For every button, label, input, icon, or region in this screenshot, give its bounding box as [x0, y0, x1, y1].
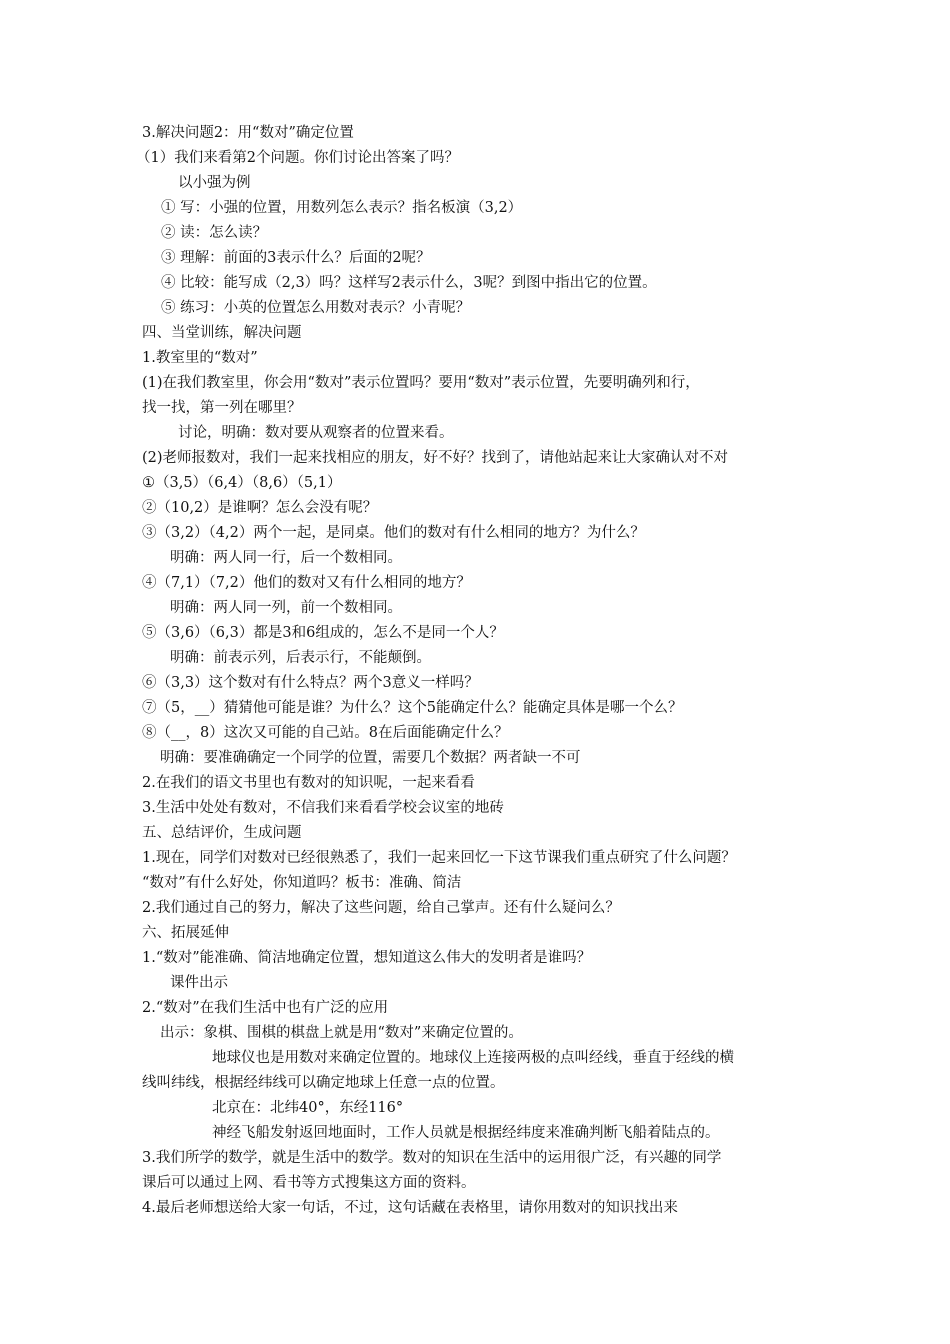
paragraph-line: 1.现在，同学们对数对已经很熟悉了，我们一起来回忆一下这节课我们重点研究了什么问题？ [142, 850, 736, 866]
paragraph-line: “数对”有什么好处，你知道吗？板书：准确、简洁 [142, 875, 462, 891]
paragraph-line: 线叫纬线，根据经纬线可以确定地球上任意一点的位置。 [142, 1075, 505, 1091]
paragraph-line: (2)老师报数对，我们一起来找相应的朋友，好不好？找到了，请他站起来让大家确认对不对 [142, 450, 729, 466]
paragraph-line: 神经飞船发射返回地面时，工作人员就是根据经纬度来准确判断飞船着陆点的。 [212, 1125, 720, 1141]
paragraph-line: 北京在：北纬40°，东经116° [212, 1100, 404, 1116]
list-item: ③ 理解：前面的3表示什么？后面的2呢？ [161, 250, 431, 266]
section-heading: 六、拓展延伸 [142, 925, 229, 941]
paragraph-line: 2.“数对”在我们生活中也有广泛的应用 [142, 1000, 389, 1016]
paragraph-line: 课后可以通过上网、看书等方式搜集这方面的资料。 [142, 1175, 476, 1191]
paragraph-line: 出示：象棋、围棋的棋盘上就是用“数对”来确定位置的。 [160, 1025, 523, 1041]
paragraph-line: （1）我们来看第2个问题。你们讨论出答案了吗？ [136, 150, 459, 166]
paragraph-line: 明确：要准确确定一个同学的位置，需要几个数据？两者缺一不可 [160, 750, 581, 766]
list-item: ⑦（5，__）猜猜他可能是谁？为什么？这个5能确定什么？能确定具体是哪一个么？ [142, 700, 683, 716]
section-heading: 四、当堂训练，解决问题 [142, 325, 302, 341]
list-item: ④（7,1）（7,2）他们的数对又有什么相同的地方？ [142, 575, 471, 591]
paragraph-line: 2.在我们的语文书里也有数对的知识呢，一起来看看 [142, 775, 475, 791]
list-item: ⑥（3,3）这个数对有什么特点？两个3意义一样吗？ [142, 675, 479, 691]
list-item: ②（10,2）是谁啊？怎么会没有呢？ [142, 500, 378, 516]
list-item: ⑤（3,6）（6,3）都是3和6组成的，怎么不是同一个人？ [142, 625, 504, 641]
list-item: ⑧（__，8）这次又可能的自己站。8在后面能确定什么？ [142, 725, 509, 741]
paragraph-line: 明确：两人同一列，前一个数相同。 [170, 600, 402, 616]
section-heading: 五、总结评价，生成问题 [142, 825, 302, 841]
list-item: ② 读：怎么读？ [161, 225, 268, 241]
list-item: ① 写：小强的位置，用数列怎么表示？指名板演（3,2） [161, 200, 523, 216]
paragraph-line: 讨论，明确：数对要从观察者的位置来看。 [178, 425, 454, 441]
paragraph-line: (1)在我们教室里，你会用“数对”表示位置吗？要用“数对”表示位置，先要明确列和行， [142, 375, 700, 391]
list-item: ⑤ 练习：小英的位置怎么用数对表示？小青呢？ [161, 300, 471, 316]
paragraph-line: 明确：两人同一行，后一个数相同。 [170, 550, 402, 566]
paragraph-line: 地球仪也是用数对来确定位置的。地球仪上连接两极的点叫经线，垂直于经线的横 [212, 1050, 734, 1066]
paragraph-line: 明确：前表示列，后表示行，不能颠倒。 [170, 650, 431, 666]
paragraph-line: 4.最后老师想送给大家一句话，不过，这句话藏在表格里，请你用数对的知识找出来 [142, 1200, 678, 1216]
paragraph-line: 课件出示 [170, 975, 228, 991]
list-item: ③（3,2）（4,2）两个一起，是同桌。他们的数对有什么相同的地方？为什么？ [142, 525, 645, 541]
section-heading: 3.解决问题2：用“数对”确定位置 [142, 125, 354, 141]
list-item: ①（3,5）（6,4）（8,6）（5,1） [142, 475, 342, 491]
list-item: ④ 比较：能写成（2,3）吗？这样写2表示什么，3呢？到图中指出它的位置。 [161, 275, 657, 291]
paragraph-line: 以小强为例 [178, 175, 251, 191]
paragraph-line: 1.“数对”能准确、简洁地确定位置，想知道这么伟大的发明者是谁吗？ [142, 950, 592, 966]
paragraph-line: 3.生活中处处有数对，不信我们来看看学校会议室的地砖 [142, 800, 504, 816]
paragraph-line: 找一找，第一列在哪里？ [142, 400, 302, 416]
paragraph-line: 3.我们所学的数学，就是生活中的数学。数对的知识在生活中的运用很广泛，有兴趣的同学 [142, 1150, 722, 1166]
paragraph-line: 2.我们通过自己的努力，解决了这些问题，给自己掌声。还有什么疑问么？ [142, 900, 620, 916]
paragraph-line: 1.教室里的“数对” [142, 350, 258, 366]
